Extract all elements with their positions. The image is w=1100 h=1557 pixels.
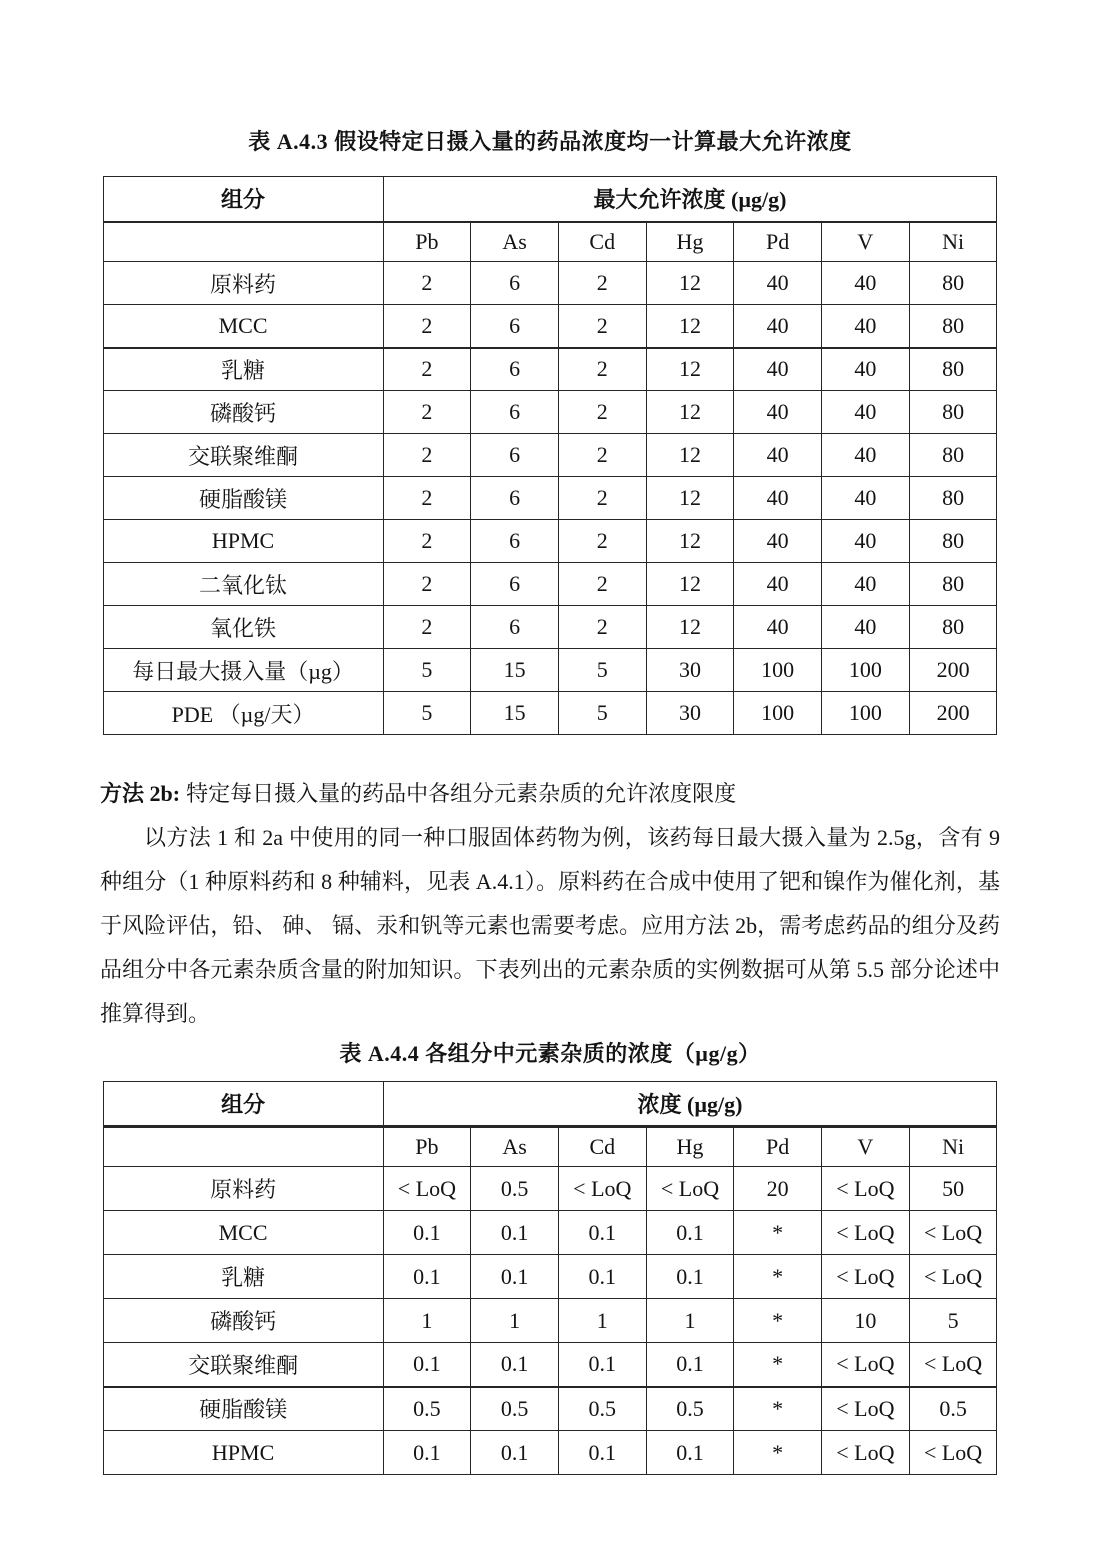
value-cell: 0.1 — [383, 1343, 471, 1387]
table-a44-header-row — [103, 1082, 997, 1127]
value-cell: 12 — [646, 477, 734, 520]
row-label-cell: MCC — [103, 1211, 383, 1255]
value-cell: 40 — [821, 606, 909, 649]
value-cell: 2 — [383, 391, 471, 434]
value-cell: 6 — [471, 305, 559, 348]
value-cell: 2 — [558, 520, 646, 563]
value-cell: 40 — [821, 477, 909, 520]
value-cell: 0.1 — [558, 1343, 646, 1387]
element-header-cell: Cd — [558, 1127, 646, 1167]
value-cell: 80 — [909, 262, 997, 305]
value-cell: 40 — [734, 563, 822, 606]
element-header-cell: Hg — [646, 222, 734, 262]
value-cell: * — [734, 1299, 822, 1343]
value-cell: 0.1 — [383, 1255, 471, 1299]
group-header-cell: 最大允许浓度 (µg/g) — [383, 177, 997, 222]
value-cell: 80 — [909, 563, 997, 606]
table-row — [103, 1255, 997, 1299]
row-label-cell: 二氧化钛 — [103, 563, 383, 606]
value-cell: 0.1 — [471, 1431, 559, 1475]
value-cell: 80 — [909, 520, 997, 563]
row-label-cell: 硬脂酸镁 — [103, 477, 383, 520]
value-cell: * — [734, 1343, 822, 1387]
row-label-cell: 磷酸钙 — [103, 391, 383, 434]
row-label-cell: 硬脂酸镁 — [103, 1387, 383, 1431]
table-row — [103, 348, 997, 391]
value-cell: 200 — [909, 649, 997, 692]
value-cell: 6 — [471, 434, 559, 477]
value-cell: < LoQ — [558, 1167, 646, 1211]
value-cell: 15 — [471, 692, 559, 735]
value-cell: 100 — [821, 692, 909, 735]
value-cell: 0.5 — [471, 1167, 559, 1211]
method-2b-heading-text: 特定每日摄入量的药品中各组分元素杂质的允许浓度限度 — [186, 781, 737, 806]
element-header-cell: Pb — [383, 222, 471, 262]
value-cell: 12 — [646, 520, 734, 563]
value-cell: 30 — [646, 649, 734, 692]
value-cell: 0.1 — [383, 1211, 471, 1255]
value-cell: 0.5 — [909, 1387, 997, 1431]
value-cell: 20 — [734, 1167, 822, 1211]
value-cell: 2 — [383, 563, 471, 606]
element-header-cell: Cd — [558, 222, 646, 262]
value-cell: 5 — [383, 692, 471, 735]
value-cell: 30 — [646, 692, 734, 735]
value-cell: 0.1 — [558, 1255, 646, 1299]
element-header-cell: V — [821, 222, 909, 262]
group-header-cell: 浓度 (µg/g) — [383, 1082, 997, 1127]
value-cell: 100 — [734, 692, 822, 735]
value-cell: 0.1 — [558, 1211, 646, 1255]
table-row — [103, 1343, 997, 1387]
value-cell: 0.1 — [471, 1211, 559, 1255]
value-cell: 6 — [471, 606, 559, 649]
value-cell: 1 — [471, 1299, 559, 1343]
value-cell: 0.5 — [471, 1387, 559, 1431]
table-a43 — [103, 176, 998, 735]
value-cell: < LoQ — [822, 1255, 910, 1299]
value-cell: 12 — [646, 606, 734, 649]
element-header-cell: Ni — [909, 1127, 997, 1167]
value-cell: 2 — [383, 305, 471, 348]
value-cell: 2 — [383, 348, 471, 391]
value-cell: < LoQ — [909, 1255, 997, 1299]
value-cell: * — [734, 1255, 822, 1299]
table-row — [103, 1431, 997, 1475]
component-header-cell: 组分 — [103, 1082, 383, 1127]
value-cell: 6 — [471, 262, 559, 305]
value-cell: 40 — [821, 305, 909, 348]
value-cell: 2 — [558, 434, 646, 477]
value-cell: 0.1 — [383, 1431, 471, 1475]
value-cell: 1 — [558, 1299, 646, 1343]
row-label-cell: 氧化铁 — [103, 606, 383, 649]
table-a43-title: 表 A.4.3 假设特定日摄入量的药品浓度均一计算最大允许浓度 — [248, 129, 852, 154]
row-label-cell: HPMC — [103, 1431, 383, 1475]
value-cell: 2 — [558, 348, 646, 391]
table-row — [103, 305, 997, 348]
value-cell: 80 — [909, 606, 997, 649]
value-cell: 40 — [821, 348, 909, 391]
value-cell: 80 — [909, 305, 997, 348]
table-row — [103, 477, 997, 520]
value-cell: < LoQ — [909, 1343, 997, 1387]
value-cell: 0.5 — [646, 1387, 734, 1431]
value-cell: 12 — [646, 434, 734, 477]
value-cell: 12 — [646, 262, 734, 305]
value-cell: 80 — [909, 477, 997, 520]
value-cell: 40 — [734, 477, 822, 520]
table-row — [103, 563, 997, 606]
value-cell: 5 — [909, 1299, 997, 1343]
table-row — [103, 434, 997, 477]
value-cell: 0.5 — [558, 1387, 646, 1431]
value-cell: 40 — [734, 434, 822, 477]
element-header-cell: V — [822, 1127, 910, 1167]
value-cell: < LoQ — [822, 1431, 910, 1475]
table-row — [103, 1387, 997, 1431]
value-cell: 40 — [734, 520, 822, 563]
value-cell: 40 — [821, 262, 909, 305]
value-cell: < LoQ — [822, 1387, 910, 1431]
value-cell: 2 — [558, 305, 646, 348]
value-cell: < LoQ — [383, 1167, 471, 1211]
value-cell: 40 — [821, 434, 909, 477]
table-row — [103, 520, 997, 563]
value-cell: < LoQ — [822, 1167, 910, 1211]
element-header-cell: Hg — [646, 1127, 734, 1167]
value-cell: 6 — [471, 563, 559, 606]
row-label-cell: HPMC — [103, 520, 383, 563]
row-label-cell: 原料药 — [103, 1167, 383, 1211]
value-cell: < LoQ — [822, 1343, 910, 1387]
row-label-cell: 乳糖 — [103, 348, 383, 391]
table-row — [103, 606, 997, 649]
value-cell: 12 — [646, 563, 734, 606]
value-cell: 10 — [822, 1299, 910, 1343]
empty-header-cell — [103, 222, 383, 262]
value-cell: 40 — [734, 262, 822, 305]
table-row — [103, 649, 997, 692]
table-row — [103, 262, 997, 305]
value-cell: 40 — [734, 391, 822, 434]
table-a43-header-row — [103, 177, 997, 222]
value-cell: 2 — [558, 262, 646, 305]
value-cell: 2 — [383, 606, 471, 649]
value-cell: < LoQ — [909, 1431, 997, 1475]
value-cell: 2 — [558, 606, 646, 649]
value-cell: 5 — [558, 692, 646, 735]
value-cell: 0.1 — [471, 1255, 559, 1299]
value-cell: 2 — [558, 391, 646, 434]
value-cell: 2 — [383, 262, 471, 305]
row-label-cell: PDE （µg/天） — [103, 692, 383, 735]
value-cell: 0.1 — [471, 1343, 559, 1387]
value-cell: 200 — [909, 692, 997, 735]
value-cell: 2 — [383, 434, 471, 477]
value-cell: 40 — [734, 305, 822, 348]
value-cell: 80 — [909, 348, 997, 391]
value-cell: 80 — [909, 434, 997, 477]
component-header-cell: 组分 — [103, 177, 383, 222]
method-2b-section — [100, 772, 1000, 1036]
value-cell: 0.1 — [646, 1343, 734, 1387]
value-cell: 100 — [734, 649, 822, 692]
table-a44-title: 表 A.4.4 各组分中元素杂质的浓度（µg/g） — [339, 1041, 761, 1066]
element-header-cell: Pb — [383, 1127, 471, 1167]
value-cell: < LoQ — [646, 1167, 734, 1211]
row-label-cell: 乳糖 — [103, 1255, 383, 1299]
value-cell: 40 — [821, 520, 909, 563]
value-cell: 0.5 — [383, 1387, 471, 1431]
value-cell: * — [734, 1431, 822, 1475]
table-row — [103, 391, 997, 434]
row-label-cell: MCC — [103, 305, 383, 348]
row-label-cell: 交联聚维酮 — [103, 1343, 383, 1387]
value-cell: 40 — [821, 563, 909, 606]
value-cell: 12 — [646, 348, 734, 391]
value-cell: < LoQ — [822, 1211, 910, 1255]
value-cell: 2 — [383, 520, 471, 563]
value-cell: 6 — [471, 391, 559, 434]
value-cell: 6 — [471, 477, 559, 520]
table-row — [103, 692, 997, 735]
table-a44-element-header-row — [103, 1127, 997, 1167]
value-cell: 2 — [383, 477, 471, 520]
value-cell: 12 — [646, 391, 734, 434]
value-cell: 12 — [646, 305, 734, 348]
row-label-cell: 磷酸钙 — [103, 1299, 383, 1343]
value-cell: 100 — [821, 649, 909, 692]
table-row — [103, 1211, 997, 1255]
element-header-cell: Pd — [734, 222, 822, 262]
value-cell: < LoQ — [909, 1211, 997, 1255]
value-cell: 5 — [558, 649, 646, 692]
value-cell: 50 — [909, 1167, 997, 1211]
value-cell: 15 — [471, 649, 559, 692]
value-cell: 2 — [558, 563, 646, 606]
value-cell: 0.1 — [646, 1431, 734, 1475]
row-label-cell: 交联聚维酮 — [103, 434, 383, 477]
row-label-cell: 原料药 — [103, 262, 383, 305]
table-row — [103, 1167, 997, 1211]
value-cell: 2 — [558, 477, 646, 520]
value-cell: * — [734, 1387, 822, 1431]
value-cell: 40 — [821, 391, 909, 434]
value-cell: * — [734, 1211, 822, 1255]
element-header-cell: As — [471, 1127, 559, 1167]
value-cell: 1 — [383, 1299, 471, 1343]
value-cell: 40 — [734, 348, 822, 391]
table-a43-element-header-row — [103, 222, 997, 262]
row-label-cell: 每日最大摄入量（µg） — [103, 649, 383, 692]
table-a44 — [103, 1081, 998, 1475]
method-2b-heading — [100, 772, 1000, 816]
value-cell: 6 — [471, 348, 559, 391]
value-cell: 1 — [646, 1299, 734, 1343]
empty-header-cell — [103, 1127, 383, 1167]
element-header-cell: As — [471, 222, 559, 262]
value-cell: 6 — [471, 520, 559, 563]
value-cell: 40 — [734, 606, 822, 649]
element-header-cell: Pd — [734, 1127, 822, 1167]
method-2b-label: 方法 2b: — [100, 781, 181, 806]
value-cell: 5 — [383, 649, 471, 692]
value-cell: 0.1 — [646, 1255, 734, 1299]
table-row — [103, 1299, 997, 1343]
element-header-cell: Ni — [909, 222, 997, 262]
value-cell: 0.1 — [558, 1431, 646, 1475]
value-cell: 80 — [909, 391, 997, 434]
value-cell: 0.1 — [646, 1211, 734, 1255]
method-2b-paragraph: 以方法 1 和 2a 中使用的同一种口服固体药物为例，该药每日最大摄入量为 2.5g，含有 9 种组分（1 种原料药和 8 种辅料，见表 A.4.1）。原料药在合成中使用了钯和镍作为催化剂，基于风险评估，铅、 砷、 镉、汞和钒等元素也需要考虑。应用方法 2b，需考虑药品的组分及药品组分中各元素杂质含量的附加知识。下表列出的元素杂质的实例数据可从第 5.5 部分论述中推算得到。 — [100, 825, 1000, 1026]
